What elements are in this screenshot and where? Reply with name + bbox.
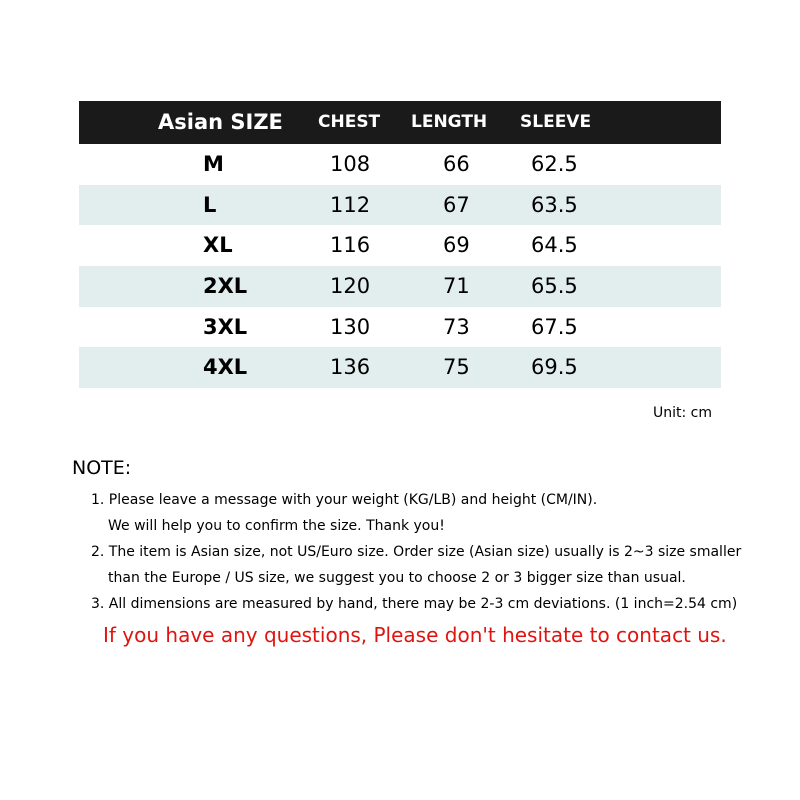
cell-chest: 112 bbox=[330, 192, 371, 217]
table-header-row bbox=[79, 101, 721, 144]
cell-length: 69 bbox=[443, 233, 470, 258]
cell-length: 73 bbox=[443, 314, 470, 339]
cell-chest: 136 bbox=[330, 355, 371, 380]
cell-length: 71 bbox=[443, 274, 470, 299]
table-row bbox=[79, 225, 721, 266]
cell-sleeve: 69.5 bbox=[531, 355, 578, 380]
cell-sleeve: 67.5 bbox=[531, 314, 578, 339]
cell-size: M bbox=[203, 152, 224, 176]
cell-chest: 130 bbox=[330, 314, 371, 339]
cell-length: 67 bbox=[443, 192, 470, 217]
table-row bbox=[79, 185, 721, 226]
note-item-1: 1. Please leave a message with your weight (KG/LB) and height (CM/IN). bbox=[91, 492, 598, 508]
cell-sleeve: 62.5 bbox=[531, 152, 578, 176]
note-title: NOTE: bbox=[72, 457, 132, 479]
header-size: Asian SIZE bbox=[158, 110, 283, 134]
cell-chest: 120 bbox=[330, 274, 371, 299]
cell-chest: 116 bbox=[330, 233, 371, 258]
unit-label: Unit: cm bbox=[653, 405, 713, 421]
note-item-1-continued: We will help you to confirm the size. Thank you! bbox=[108, 518, 445, 534]
note-item-2: 2. The item is Asian size, not US/Euro size. Order size (Asian size) usually is 2~3 size smaller bbox=[91, 544, 742, 560]
cell-size: 3XL bbox=[203, 314, 248, 339]
note-item-2-continued: than the Europe / US size, we suggest you to choose 2 or 3 bigger size than usual. bbox=[108, 570, 686, 586]
cell-size: XL bbox=[203, 233, 233, 258]
cell-length: 75 bbox=[443, 355, 470, 380]
size-chart-table bbox=[79, 101, 721, 388]
header-chest: CHEST bbox=[318, 112, 381, 132]
contact-message: If you have any questions, Please don't hesitate to contact us. bbox=[103, 623, 727, 647]
cell-chest: 108 bbox=[330, 152, 371, 176]
table-row bbox=[79, 307, 721, 348]
cell-size: L bbox=[203, 192, 217, 217]
cell-sleeve: 65.5 bbox=[531, 274, 578, 299]
cell-sleeve: 63.5 bbox=[531, 192, 578, 217]
note-item-3: 3. All dimensions are measured by hand, there may be 2-3 cm deviations. (1 inch=2.54 cm) bbox=[91, 596, 738, 612]
cell-sleeve: 64.5 bbox=[531, 233, 578, 258]
header-length: LENGTH bbox=[411, 112, 488, 132]
table-row bbox=[79, 347, 721, 388]
header-sleeve: SLEEVE bbox=[520, 112, 592, 132]
cell-length: 66 bbox=[443, 152, 470, 176]
cell-size: 2XL bbox=[203, 274, 248, 299]
table-row bbox=[79, 144, 721, 185]
table-row bbox=[79, 266, 721, 307]
cell-size: 4XL bbox=[203, 355, 248, 380]
